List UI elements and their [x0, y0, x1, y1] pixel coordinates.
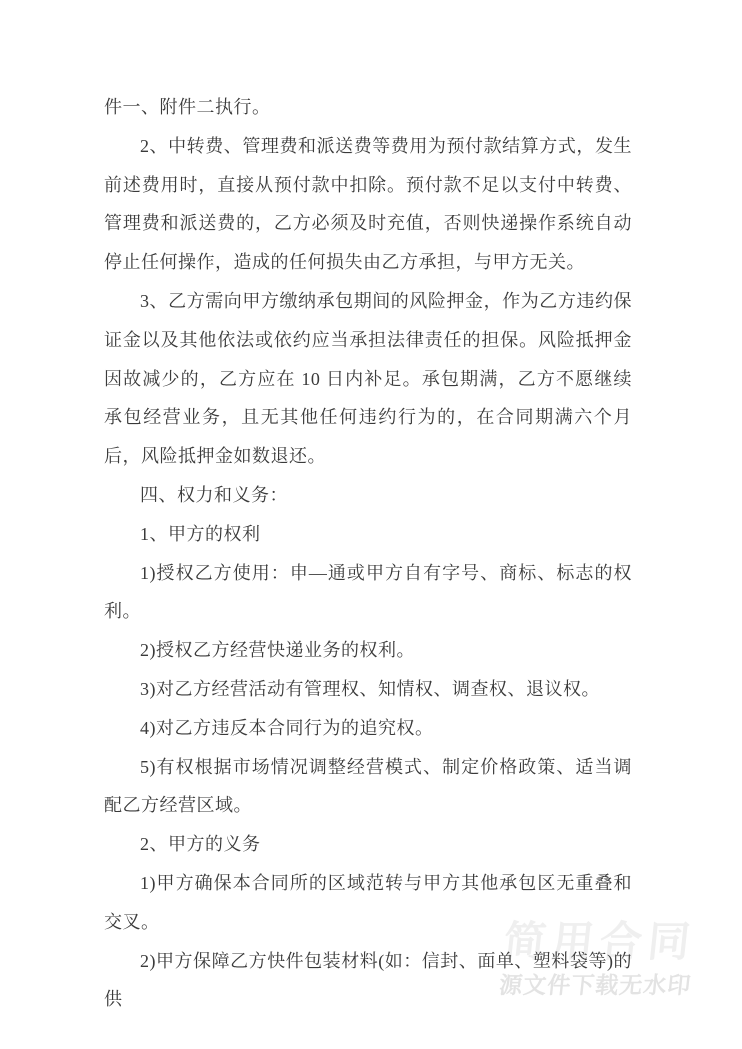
document-body — [104, 88, 632, 1019]
paragraph: 2)甲方保障乙方快件包装材料(如：信封、面单、塑料袋等)的供 — [104, 950, 632, 1010]
paragraph: 3、乙方需向甲方缴纳承包期间的风险押金，作为乙方违约保证金以及其他依法或依约应当承担法律责任的担保。风险抵押金因故减少的，乙方应在 10 日内补足。承包期满，乙方不愿继续承包经营业务，且无其他任何违约行为的，在合同期满六个月后，风险抵押金如数退还。 — [104, 290, 632, 467]
paragraph: 1、甲方的权利 — [140, 523, 261, 544]
watermark-brand-text: 简用合同 — [501, 918, 699, 965]
watermark-tagline-text: 源文件下载无水印 — [497, 972, 693, 998]
paragraph: 2、甲方的义务 — [140, 834, 261, 855]
paragraph: 1)授权乙方使用：申—通或甲方自有字号、商标、标志的权利。 — [104, 562, 632, 622]
paragraph: 2)授权乙方经营快递业务的权利。 — [140, 640, 415, 661]
paragraph: 四、权力和义务： — [140, 484, 288, 505]
paragraph: 4)对乙方违反本合同行为的追究权。 — [140, 717, 434, 738]
paragraph: 件一、附件二执行。 — [104, 97, 271, 117]
paragraph: 3)对乙方经营活动有管理权、知情权、调查权、退议权。 — [140, 678, 600, 699]
paragraph: 5)有权根据市场情况调整经营模式、制定价格政策、适当调配乙方经营区域。 — [104, 756, 632, 816]
paragraph: 2、中转费、管理费和派送费等费用为预付款结算方式，发生前述费用时，直接从预付款中扣除。预付款不足以支付中转费、管理费和派送费的，乙方必须及时充值，否则快递操作系统自动停止任何操作，造成的任何损失由乙方承担，与甲方无关。 — [104, 135, 632, 273]
paragraph: 1)甲方确保本合同所的区域范转与甲方其他承包区无重叠和交叉。 — [104, 872, 632, 932]
